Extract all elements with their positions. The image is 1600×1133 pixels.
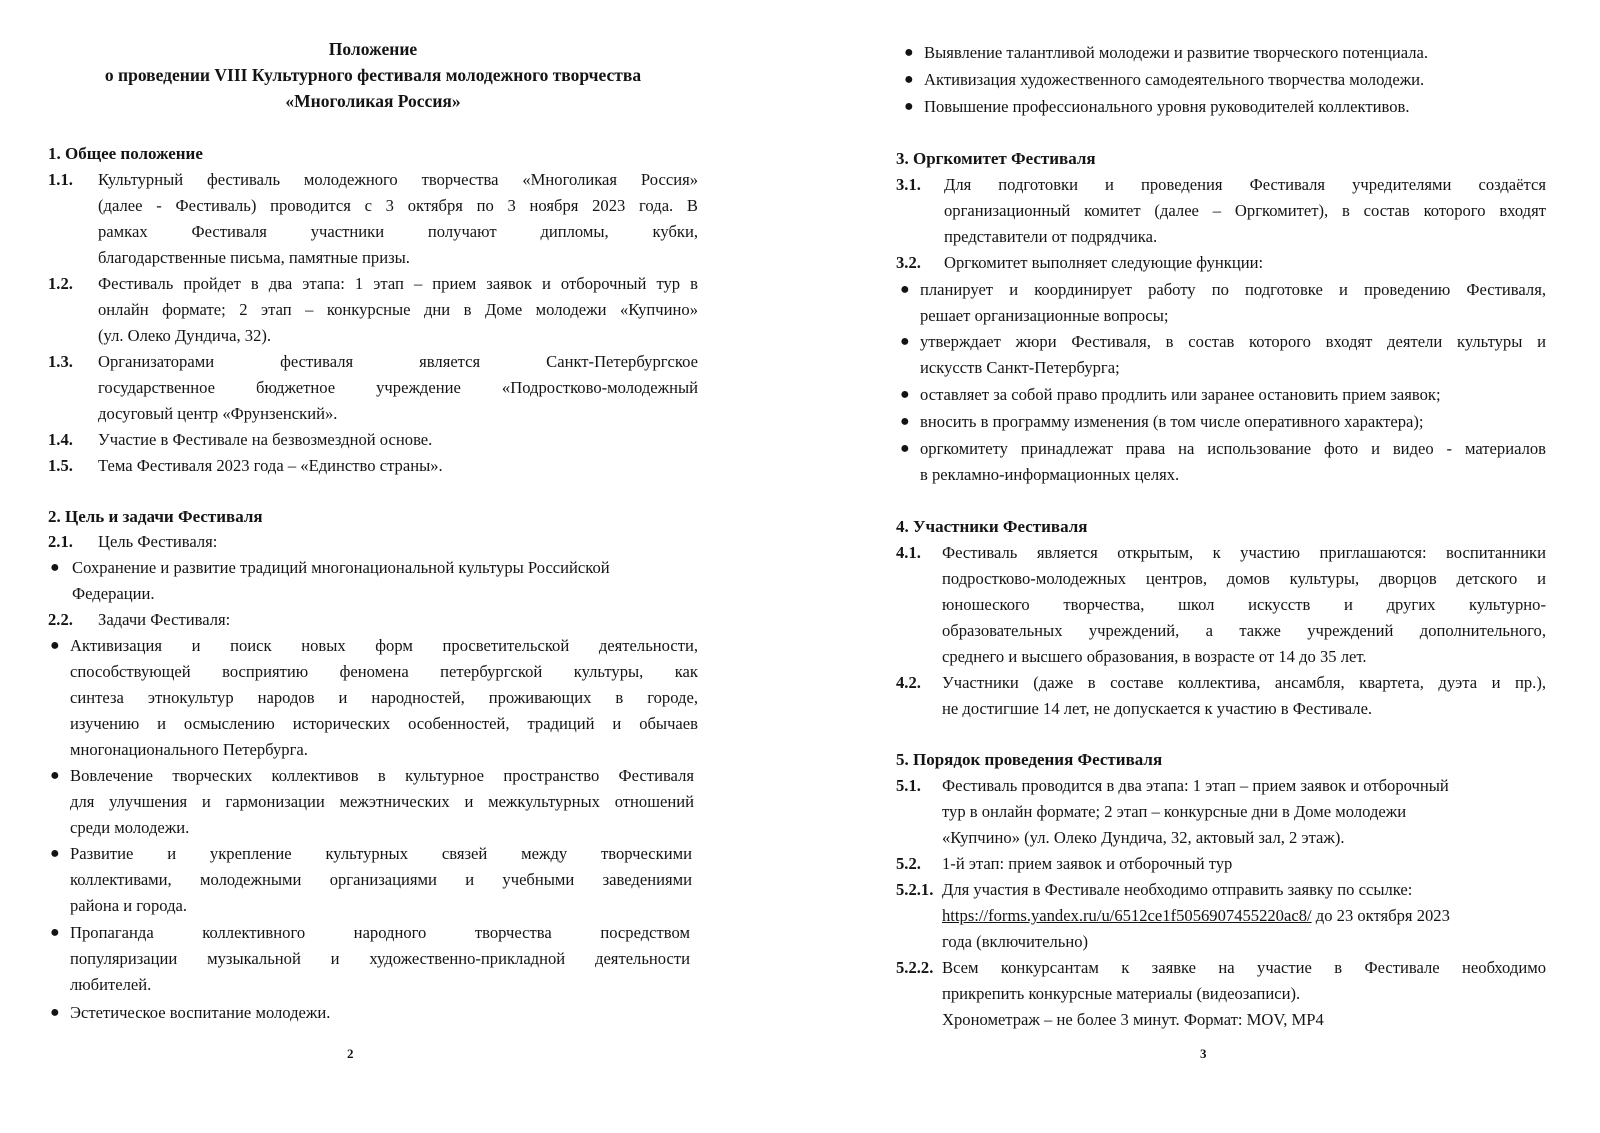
bullet-icon: ● <box>904 71 914 88</box>
item-number: 5.2.1. <box>896 880 934 899</box>
bullet-text: района и города. <box>70 896 188 915</box>
tasks-label: Задачи Фестиваля: <box>98 610 231 629</box>
bullet-icon: ● <box>50 559 60 576</box>
bullet-text: популяризации музыкальной и художественно-прикладной деятельности <box>70 949 690 968</box>
title-line-3: «Многоликая Россия» <box>285 91 461 111</box>
item-text: рамках Фестиваля участники получают дипломы, кубки, <box>98 222 698 241</box>
item-text: Хронометраж – не более 3 минут. Формат: MOV, MP4 <box>942 1010 1324 1029</box>
bullet-text: Сохранение и развитие традиций многонациональной культуры Российской <box>72 558 610 577</box>
bullet-icon: ● <box>50 845 60 862</box>
item-text: подростково-молодежных центров, домов культуры, дворцов детского и <box>942 569 1546 588</box>
item-text: Фестиваль пройдет в два этапа: 1 этап – прием заявок и отборочный тур в <box>98 274 698 293</box>
item-text: образовательных учреждений, а также учреждений дополнительного, <box>942 621 1546 640</box>
bullet-icon: ● <box>904 98 914 115</box>
bullet-text: решает организационные вопросы; <box>920 306 1169 325</box>
bullet-text: многонационального Петербурга. <box>70 740 308 759</box>
item-text: Для подготовки и проведения Фестиваля учредителями создаётся <box>944 175 1546 194</box>
bullet-text: вносить в программу изменения (в том числе оперативного характера); <box>920 412 1424 431</box>
item-text: Участники (даже в составе коллектива, ансамбля, квартета, дуэта и пр.), <box>942 673 1546 692</box>
item-number: 3.1. <box>896 175 921 194</box>
section-1-heading: 1. Общее положение <box>48 144 203 163</box>
application-form-link[interactable]: https://forms.yandex.ru/u/6512ce1f5056907455220ac8/ <box>942 906 1312 925</box>
item-text: представители от подрядчика. <box>944 227 1158 246</box>
item-text: государственное бюджетное учреждение «Подростково-молодежный <box>98 378 698 397</box>
bullet-icon: ● <box>900 281 910 298</box>
section-3-heading: 3. Оргкомитет Фестиваля <box>896 149 1096 168</box>
item-text: Фестиваль проводится в два этапа: 1 этап – прием заявок и отборочный <box>942 776 1449 795</box>
item-number: 4.1. <box>896 543 921 562</box>
bullet-icon: ● <box>900 440 910 457</box>
bullet-icon: ● <box>50 767 60 784</box>
item-text: тур в онлайн формате; 2 этап – конкурсные дни в Доме молодежи <box>942 802 1407 821</box>
item-text: Культурный фестиваль молодежного творчества «Многоликая Россия» <box>98 170 698 189</box>
item-text: Оргкомитет выполняет следующие функции: <box>944 253 1264 272</box>
bullet-text: Пропаганда коллективного народного творчества посредством <box>70 923 690 942</box>
page-number: 2 <box>347 1046 354 1061</box>
item-text: «Купчино» (ул. Олеко Дундича, 32, актовый зал, 2 этаж). <box>942 828 1345 847</box>
section-5-heading: 5. Порядок проведения Фестиваля <box>896 750 1163 769</box>
item-number: 2.1. <box>48 532 73 551</box>
item-number: 2.2. <box>48 610 73 629</box>
item-text: Организаторами фестиваля является Санкт-Петербургское <box>98 352 698 371</box>
bullet-text: Выявление талантливой молодежи и развитие творческого потенциала. <box>924 43 1429 62</box>
item-number: 1.1. <box>48 170 73 189</box>
item-text: не достигшие 14 лет, не допускается к участию в Фестивале. <box>942 699 1373 718</box>
item-number: 4.2. <box>896 673 921 692</box>
bullet-text: Развитие и укрепление культурных связей между творческими <box>70 844 692 863</box>
item-text: Фестиваль является открытым, к участию приглашаются: воспитанники <box>942 543 1546 562</box>
item-number: 1.3. <box>48 352 73 371</box>
bullet-text: Вовлечение творческих коллективов в культурное пространство Фестиваля <box>70 766 694 785</box>
bullet-text: любителей. <box>70 975 152 994</box>
bullet-icon: ● <box>904 44 914 61</box>
bullet-text: искусств Санкт-Петербурга; <box>920 358 1120 377</box>
item-text: Тема Фестиваля 2023 года – «Единство страны». <box>98 456 443 475</box>
bullet-icon: ● <box>900 333 910 350</box>
item-text: Для участия в Фестивале необходимо отправить заявку по ссылке: <box>942 880 1413 899</box>
item-text: организационный комитет (далее – Оргкомитет), в состав которого входят <box>944 201 1546 220</box>
bullet-text: в рекламно-информационных целях. <box>920 465 1180 484</box>
item-text: года (включительно) <box>942 932 1089 951</box>
bullet-icon: ● <box>50 924 60 941</box>
goal-label: Цель Фестиваля: <box>98 532 218 551</box>
item-number: 5.2.2. <box>896 958 934 977</box>
item-number: 3.2. <box>896 253 921 272</box>
deadline-text: до 23 октября 2023 <box>1311 906 1450 925</box>
item-text: досуговый центр «Фрунзенский». <box>98 404 338 423</box>
item-number: 1.2. <box>48 274 73 293</box>
title-line-2: о проведении VIII Культурного фестиваля молодежного творчества <box>104 65 642 85</box>
bullet-icon: ● <box>50 1004 60 1021</box>
bullet-text: среди молодежи. <box>70 818 190 837</box>
link-line <box>942 903 1450 929</box>
bullet-text: коллективами, молодежными организациями и учебными заведениями <box>70 870 692 889</box>
bullet-text: для улучшения и гармонизации межэтнических и межкультурных отношений <box>70 792 694 811</box>
bullet-text: оргкомитету принадлежат права на использование фото и видео - материалов <box>920 439 1546 458</box>
item-number: 1.5. <box>48 456 73 475</box>
section-4-heading: 4. Участники Фестиваля <box>896 517 1088 536</box>
bullet-text: Федерации. <box>72 584 155 603</box>
item-text: Всем конкурсантам к заявке на участие в Фестивале необходимо <box>942 958 1546 977</box>
item-number: 5.1. <box>896 776 921 795</box>
item-number: 1.4. <box>48 430 73 449</box>
item-text: прикрепить конкурсные материалы (видеозаписи). <box>942 984 1301 1003</box>
document-title <box>48 36 698 114</box>
bullet-text: Активизация и поиск новых форм просветительской деятельности, <box>70 636 698 655</box>
item-text: (далее - Фестиваль) проводится с 3 октября по 3 ноября 2023 года. В <box>98 196 698 215</box>
bullet-text: Эстетическое воспитание молодежи. <box>70 1003 331 1022</box>
section-2-heading: 2. Цель и задачи Фестиваля <box>48 507 263 526</box>
bullet-text: Повышение профессионального уровня руководителей коллективов. <box>924 97 1410 116</box>
item-text: благодарственные письма, памятные призы. <box>98 248 410 267</box>
page-number: 3 <box>1200 1046 1207 1061</box>
item-number: 5.2. <box>896 854 921 873</box>
bullet-text: Активизация художественного самодеятельного творчества молодежи. <box>924 70 1425 89</box>
bullet-text: оставляет за собой право продлить или заранее остановить прием заявок; <box>920 385 1441 404</box>
bullet-text: способствующей восприятию феномена петербургской культуры, как <box>70 662 698 681</box>
item-text: 1-й этап: прием заявок и отборочный тур <box>942 854 1233 873</box>
bullet-text: планирует и координирует работу по подготовке и проведению Фестиваля, <box>920 280 1546 299</box>
item-text: (ул. Олеко Дундича, 32). <box>98 326 272 345</box>
bullet-text: изучению и осмыслению исторических особенностей, традиций и обычаев <box>70 714 698 733</box>
bullet-text: утверждает жюри Фестиваля, в состав которого входят деятели культуры и <box>920 332 1546 351</box>
page-right <box>800 0 1600 1133</box>
bullet-text: синтеза этнокультур народов и народностей, проживающих в городе, <box>70 688 698 707</box>
item-text: юношеского творчества, школ искусств и других культурно- <box>942 595 1546 614</box>
bullet-icon: ● <box>50 637 60 654</box>
title-line-1: Положение <box>328 39 418 59</box>
item-text: онлайн формате; 2 этап – конкурсные дни в Доме молодежи «Купчино» <box>98 300 698 319</box>
bullet-icon: ● <box>900 413 910 430</box>
item-text: Участие в Фестивале на безвозмездной основе. <box>98 430 433 449</box>
item-text: среднего и высшего образования, в возрасте от 14 до 35 лет. <box>942 647 1367 666</box>
bullet-icon: ● <box>900 386 910 403</box>
